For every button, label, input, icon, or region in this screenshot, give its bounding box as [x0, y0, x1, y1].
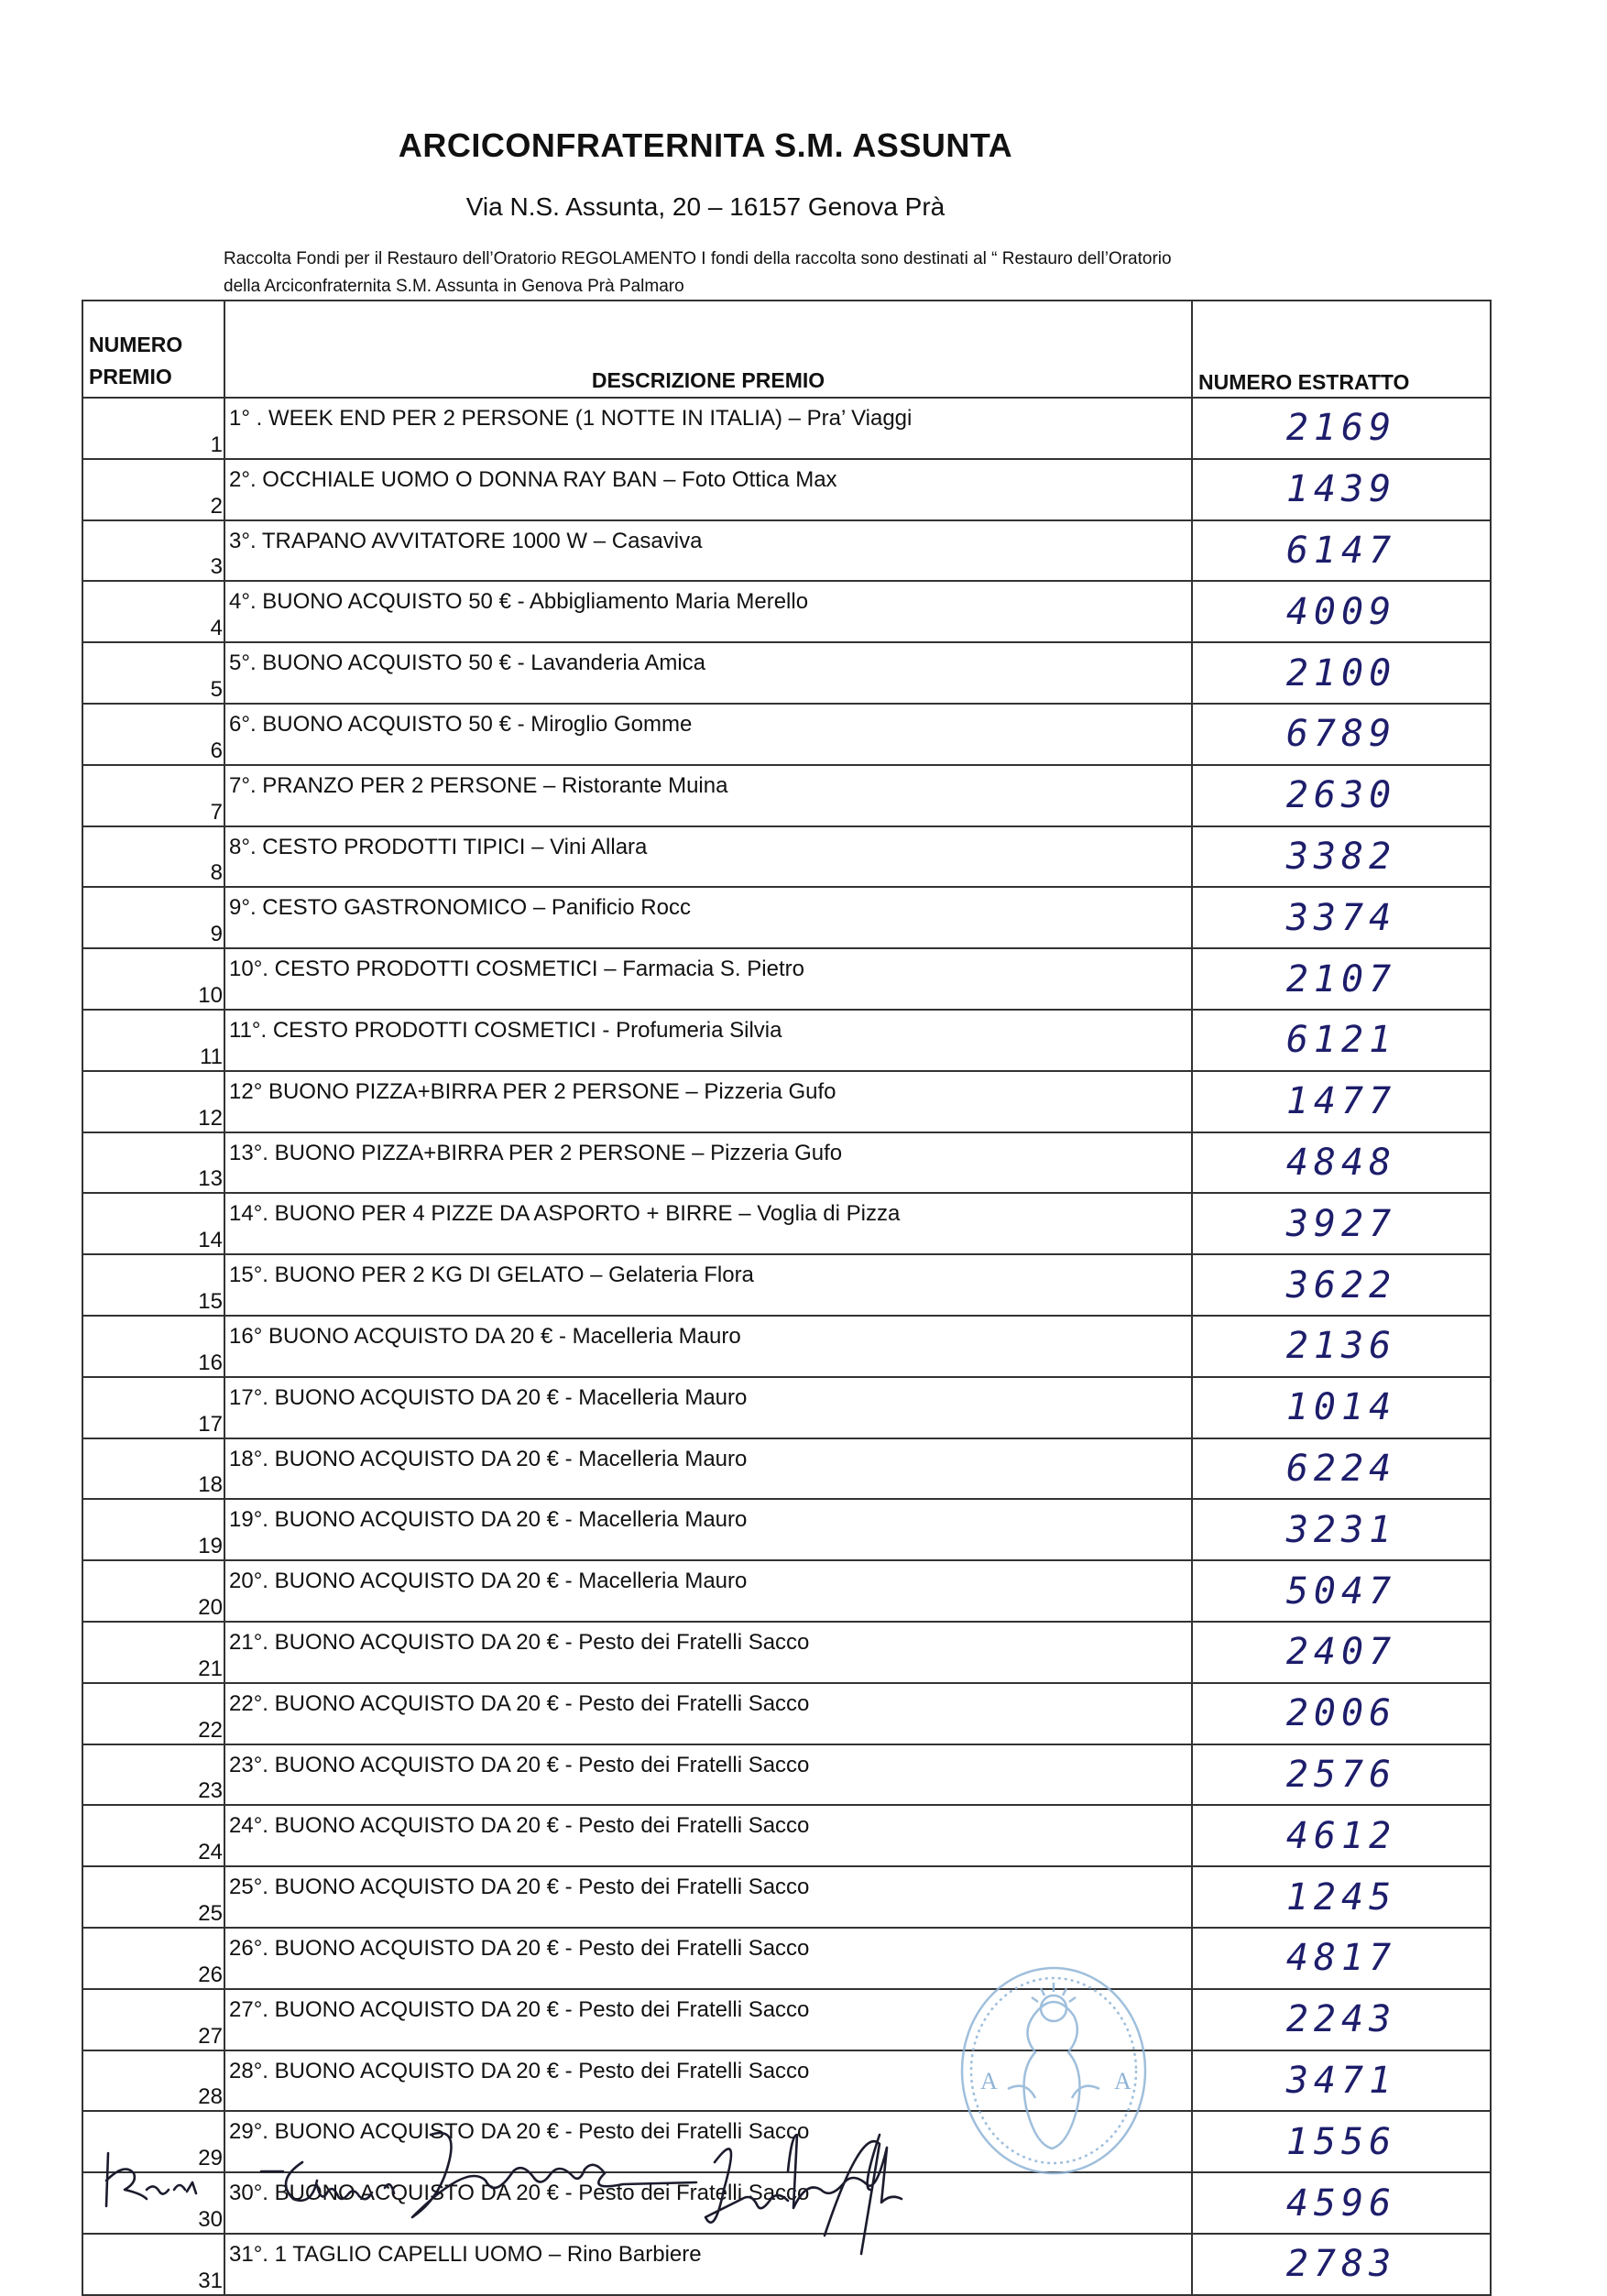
prize-number: 23: [82, 1744, 224, 1806]
table-row: [82, 948, 1491, 1010]
table-row: [82, 1193, 1491, 1254]
prize-description: 10°. CESTO PRODOTTI COSMETICI – Farmacia S. Pietro: [224, 948, 1192, 1010]
table-row: [82, 1499, 1491, 1560]
drawn-number: 2006: [1192, 1683, 1491, 1744]
prize-description: 11°. CESTO PRODOTTI COSMETICI - Profumeria Silvia: [224, 1010, 1192, 1071]
drawn-number: 2243: [1192, 1989, 1491, 2050]
table-row: [82, 704, 1491, 765]
table-header-row: [82, 301, 1491, 398]
prize-description: 13°. BUONO PIZZA+BIRRA PER 2 PERSONE – Pizzeria Gufo: [224, 1132, 1192, 1194]
prize-description: 16° BUONO ACQUISTO DA 20 € - Macelleria Mauro: [224, 1316, 1192, 1377]
table-row: [82, 1254, 1491, 1316]
drawn-number: 4848: [1192, 1132, 1491, 1194]
prize-description: 30°. BUONO ACQUISTO DA 20 € - Pesto dei Fratelli Sacco: [224, 2172, 1192, 2234]
drawn-number: 4612: [1192, 1805, 1491, 1866]
prize-number: 13: [82, 1132, 224, 1194]
column-header-drawn-number: NUMERO ESTRATTO: [1192, 301, 1491, 398]
drawn-number: 4009: [1192, 581, 1491, 642]
drawn-number: 3382: [1192, 826, 1491, 888]
prize-description: 22°. BUONO ACQUISTO DA 20 € - Pesto dei Fratelli Sacco: [224, 1683, 1192, 1744]
table-row: [82, 581, 1491, 642]
drawn-number: 6789: [1192, 704, 1491, 765]
signatures: [0, 2098, 1607, 2272]
drawn-number: 2630: [1192, 765, 1491, 826]
table-row: [82, 826, 1491, 888]
prize-description: 14°. BUONO PER 4 PIZZE DA ASPORTO + BIRRE – Voglia di Pizza: [224, 1193, 1192, 1254]
prize-number: 30: [82, 2172, 224, 2234]
prize-number: 20: [82, 1560, 224, 1622]
prize-description: 15°. BUONO PER 2 KG DI GELATO – Gelateria Flora: [224, 1254, 1192, 1316]
table-row: [82, 1132, 1491, 1194]
prize-description: 20°. BUONO ACQUISTO DA 20 € - Macelleria Mauro: [224, 1560, 1192, 1622]
prize-description: 9°. CESTO GASTRONOMICO – Panificio Rocc: [224, 887, 1192, 948]
table-row: [82, 1866, 1491, 1928]
drawn-number: 2136: [1192, 1316, 1491, 1377]
drawn-number: 3374: [1192, 887, 1491, 948]
drawn-number: 6224: [1192, 1438, 1491, 1500]
table-row: [82, 1316, 1491, 1377]
prize-description: 6°. BUONO ACQUISTO 50 € - Miroglio Gomme: [224, 704, 1192, 765]
drawn-number: 1477: [1192, 1071, 1491, 1132]
prize-number: 4: [82, 581, 224, 642]
prize-description: 31°. 1 TAGLIO CAPELLI UOMO – Rino Barbiere: [224, 2234, 1192, 2295]
column-header-number-line1: NUMERO: [89, 333, 183, 356]
column-header-number-line2: PREMIO: [89, 365, 172, 388]
document-intro: Raccolta Fondi per il Restauro dell’Oratorio REGOLAMENTO I fondi della raccolta sono destinati al “ Restauro dell’Oratorio della Arciconfraternita S.M. Assunta in Genova Prà Palmaro: [224, 249, 1172, 296]
prize-number: 29: [82, 2111, 224, 2172]
drawn-number: 2169: [1192, 398, 1491, 459]
drawn-number: 6121: [1192, 1010, 1491, 1071]
prize-number: 22: [82, 1683, 224, 1744]
prize-description: 8°. CESTO PRODOTTI TIPICI – Vini Allara: [224, 826, 1192, 888]
prize-number: 15: [82, 1254, 224, 1316]
table-row: [82, 1989, 1491, 2050]
table-row: [82, 1071, 1491, 1132]
prize-number: 28: [82, 2050, 224, 2112]
table-row: [82, 1622, 1491, 1683]
drawn-number: 1439: [1192, 459, 1491, 520]
table-row: [82, 1438, 1491, 1500]
drawn-number: 5047: [1192, 1560, 1491, 1622]
stamp-letter-right: A: [1114, 2068, 1131, 2094]
prize-description: 27°. BUONO ACQUISTO DA 20 € - Pesto dei Fratelli Sacco: [224, 1989, 1192, 2050]
prize-number: 21: [82, 1622, 224, 1683]
prize-description: 26°. BUONO ACQUISTO DA 20 € - Pesto dei Fratelli Sacco: [224, 1928, 1192, 1989]
drawn-number: 1556: [1192, 2111, 1491, 2172]
prize-description: 3°. TRAPANO AVVITATORE 1000 W – Casaviva: [224, 520, 1192, 582]
prize-number: 1: [82, 398, 224, 459]
table-row: [82, 1928, 1491, 1989]
drawn-number: 3927: [1192, 1193, 1491, 1254]
drawn-number: 6147: [1192, 520, 1491, 582]
prize-number: 26: [82, 1928, 224, 1989]
drawn-number: 3471: [1192, 2050, 1491, 2112]
table-row: [82, 1744, 1491, 1806]
drawn-number: 3231: [1192, 1499, 1491, 1560]
table-row: [82, 459, 1491, 520]
drawn-number: 4596: [1192, 2172, 1491, 2234]
prize-number: 18: [82, 1438, 224, 1500]
table-row: [82, 887, 1491, 948]
prize-description: 5°. BUONO ACQUISTO 50 € - Lavanderia Amica: [224, 642, 1192, 704]
prize-description: 18°. BUONO ACQUISTO DA 20 € - Macelleria Mauro: [224, 1438, 1192, 1500]
prize-description: 25°. BUONO ACQUISTO DA 20 € - Pesto dei Fratelli Sacco: [224, 1866, 1192, 1928]
prize-description: 24°. BUONO ACQUISTO DA 20 € - Pesto dei Fratelli Sacco: [224, 1805, 1192, 1866]
table-row: [82, 1560, 1491, 1622]
prize-number: 2: [82, 459, 224, 520]
table-row: [82, 1805, 1491, 1866]
prize-number: 8: [82, 826, 224, 888]
drawn-number: 2407: [1192, 1622, 1491, 1683]
signature-3: [705, 2135, 902, 2254]
drawn-number: 2576: [1192, 1744, 1491, 1806]
table-row: [82, 520, 1491, 582]
table-row: [82, 1683, 1491, 1744]
prize-description: 28°. BUONO ACQUISTO DA 20 € - Pesto dei Fratelli Sacco: [224, 2050, 1192, 2112]
table-row: [82, 398, 1491, 459]
prize-number: 7: [82, 765, 224, 826]
prize-table: [82, 300, 1492, 2296]
prize-description: 19°. BUONO ACQUISTO DA 20 € - Macelleria Mauro: [224, 1499, 1192, 1560]
prize-number: 27: [82, 1989, 224, 2050]
prize-description: 4°. BUONO ACQUISTO 50 € - Abbigliamento Maria Merello: [224, 581, 1192, 642]
prize-number: 17: [82, 1377, 224, 1438]
table-row: [82, 642, 1491, 704]
prize-number: 6: [82, 704, 224, 765]
prize-number: 16: [82, 1316, 224, 1377]
drawn-number: 1014: [1192, 1377, 1491, 1438]
drawn-number: 2100: [1192, 642, 1491, 704]
prize-number: 14: [82, 1193, 224, 1254]
column-header-number: [82, 301, 224, 398]
column-header-description: DESCRIZIONE PREMIO: [224, 301, 1192, 398]
drawn-number: 4817: [1192, 1928, 1491, 1989]
prize-number: 24: [82, 1805, 224, 1866]
signature-2: [261, 2133, 696, 2217]
table-row: [82, 1010, 1491, 1071]
prize-number: 19: [82, 1499, 224, 1560]
prize-number: 11: [82, 1010, 224, 1071]
prize-description: 29°. BUONO ACQUISTO DA 20 € - Pesto dei Fratelli Sacco: [224, 2111, 1192, 2172]
prize-number: 12: [82, 1071, 224, 1132]
signature-1: [106, 2153, 196, 2206]
table-row: [82, 765, 1491, 826]
prize-number: 5: [82, 642, 224, 704]
table-row: [82, 1377, 1491, 1438]
stamp-letter-left: A: [980, 2068, 998, 2094]
prize-number: 9: [82, 887, 224, 948]
prize-number: 10: [82, 948, 224, 1010]
prize-description: 21°. BUONO ACQUISTO DA 20 € - Pesto dei Fratelli Sacco: [224, 1622, 1192, 1683]
prize-description: 23°. BUONO ACQUISTO DA 20 € - Pesto dei Fratelli Sacco: [224, 1744, 1192, 1806]
prize-description: 2°. OCCHIALE UOMO O DONNA RAY BAN – Foto Ottica Max: [224, 459, 1192, 520]
prize-description: 17°. BUONO ACQUISTO DA 20 € - Macelleria Mauro: [224, 1377, 1192, 1438]
drawn-number: 2107: [1192, 948, 1491, 1010]
document-title: ARCICONFRATERNITA S.M. ASSUNTA: [398, 126, 1013, 164]
drawn-number: 2783: [1192, 2234, 1491, 2295]
prize-description: 7°. PRANZO PER 2 PERSONE – Ristorante Muina: [224, 765, 1192, 826]
drawn-number: 3622: [1192, 1254, 1491, 1316]
prize-number: 3: [82, 520, 224, 582]
prize-number: 25: [82, 1866, 224, 1928]
drawn-number: 1245: [1192, 1866, 1491, 1928]
prize-description: 1° . WEEK END PER 2 PERSONE (1 NOTTE IN ITALIA) – Pra’ Viaggi: [224, 398, 1192, 459]
prize-number: 31: [82, 2234, 224, 2295]
document-address: Via N.S. Assunta, 20 – 16157 Genova Prà: [465, 192, 946, 221]
prize-description: 12° BUONO PIZZA+BIRRA PER 2 PERSONE – Pizzeria Gufo: [224, 1071, 1192, 1132]
